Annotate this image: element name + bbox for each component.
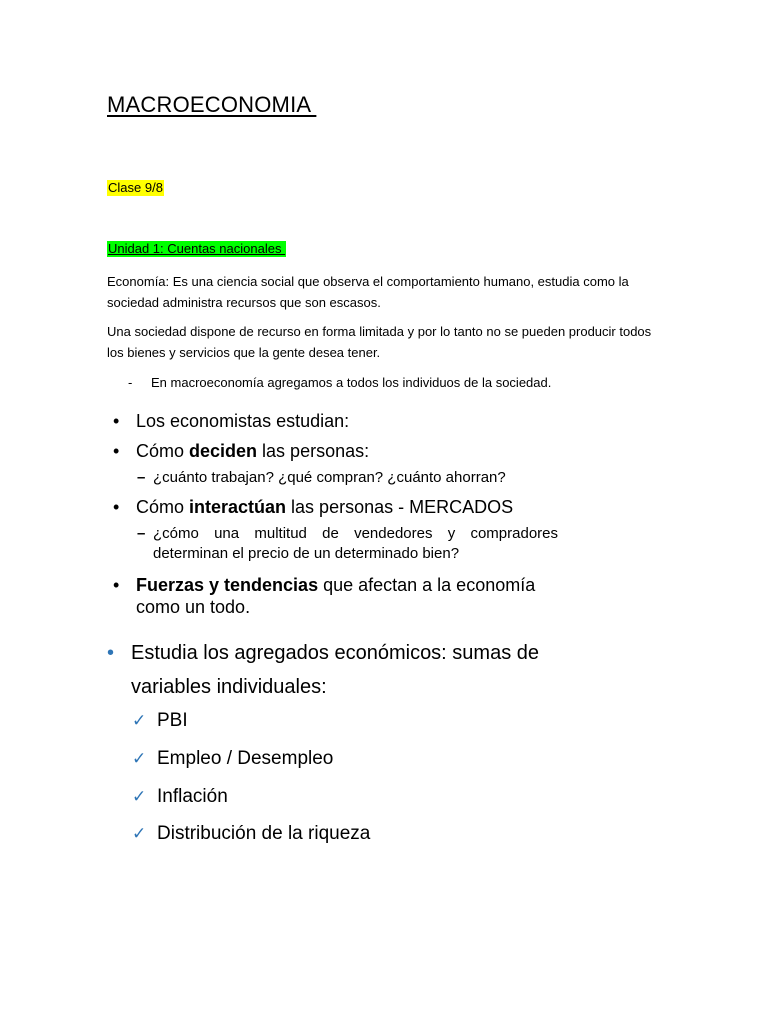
paragraph-economia: Economía: Es una ciencia social que observa el comportamiento humano, estudia como la sociedad administra recursos que son escasos. <box>107 274 629 310</box>
dash-list-item <box>128 373 551 393</box>
dash-bullet: - <box>128 375 133 390</box>
slide1-bullet-2: • Cómo deciden las personas: <box>113 441 370 461</box>
bullet-dot: • <box>107 642 115 664</box>
slide1-bullet-4: • Fuerzas y tendencias que afectan a la economía como un todo. <box>113 575 536 617</box>
slide2-heading: • Estudia los agregados económicos: sumas de variables individuales: <box>107 636 547 704</box>
bullet-dot: • <box>113 497 120 517</box>
check-item-empleo: ✓ Empleo / Desempleo <box>132 748 334 769</box>
slide-image-economistas <box>107 400 557 630</box>
checkmark-icon: ✓ <box>132 787 147 806</box>
class-label: Clase 9/8 <box>108 180 163 195</box>
unit-label: Unidad 1: Cuentas nacionales <box>108 241 286 256</box>
paragraph-sociedad: Una sociedad dispone de recurso en forma limitada y por lo tanto no se pueden producir todos los bienes y servicios que la gente desea tener. <box>107 324 652 360</box>
sub-dash: – <box>137 469 146 486</box>
bullet-dot: • <box>113 441 120 461</box>
bullet-dot: • <box>113 411 120 431</box>
slide1-bullet-3: • Cómo interactúan las personas - MERCADOS <box>113 497 514 517</box>
bullet-dot: • <box>113 575 120 595</box>
checkmark-icon: ✓ <box>132 824 147 843</box>
checkmark-icon: ✓ <box>132 711 147 730</box>
slide-image-agregados <box>107 636 557 856</box>
slide1-bullet-1: • Los economistas estudian: <box>113 411 350 431</box>
sub-dash: – <box>137 525 146 542</box>
slide1-sub-2: – ¿cómo una multitud de vendedores y compradores determinan el precio de un determinado bien? <box>137 525 558 562</box>
slide1-sub-1: – ¿cuánto trabajan? ¿qué compran? ¿cuánto ahorran? <box>137 469 506 486</box>
check-item-distribucion: ✓ Distribución de la riqueza <box>132 823 371 844</box>
dash-item-text: En macroeconomía agregamos a todos los individuos de la sociedad. <box>151 375 552 390</box>
check-item-inflacion: ✓ Inflación <box>132 786 228 807</box>
check-item-pbi: ✓ PBI <box>132 710 188 731</box>
document-title: MACROECONOMIA <box>107 92 317 117</box>
checkmark-icon: ✓ <box>132 749 147 768</box>
